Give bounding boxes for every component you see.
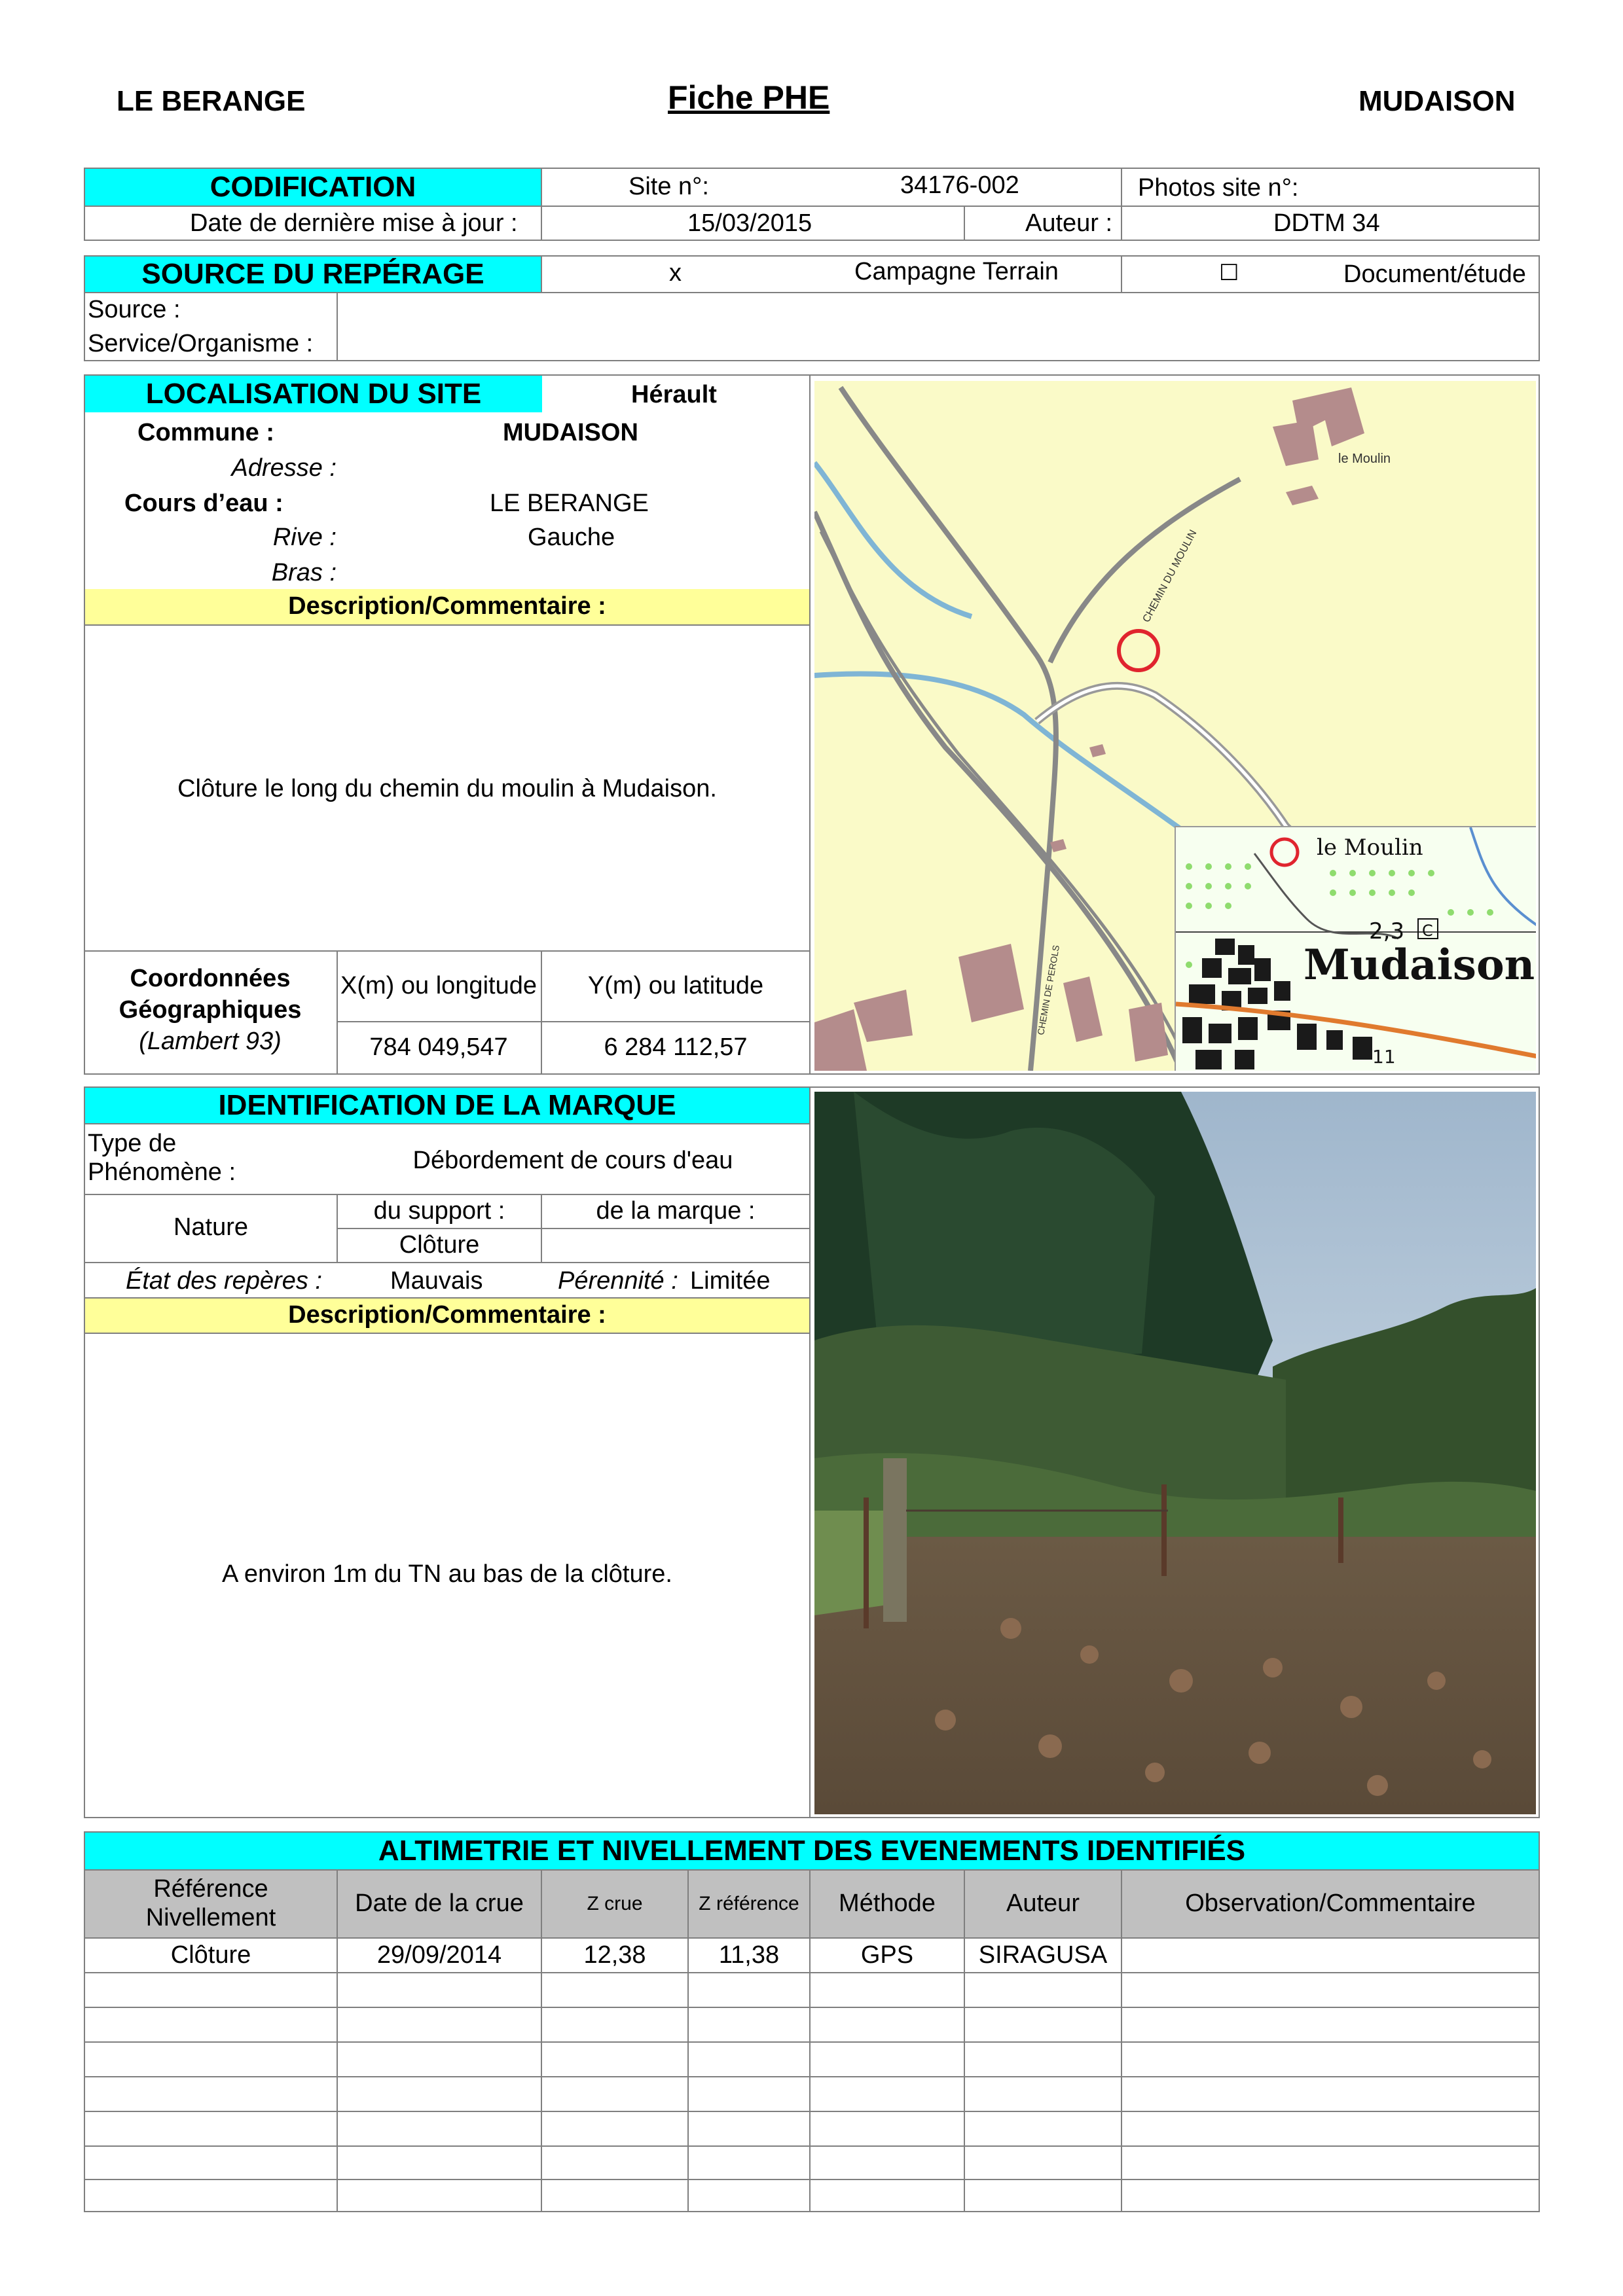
inset-label-town: Mudaison [1304, 941, 1535, 990]
support-value: Clôture [399, 1231, 480, 1259]
perennite-value: Limitée [690, 1267, 771, 1295]
page-title: Fiche PHE [668, 79, 830, 116]
source-heading: SOURCE DU REPÉRAGE [84, 255, 542, 293]
inset-label-c: C [1422, 922, 1433, 940]
adresse-label: Adresse : [231, 454, 337, 482]
table-cell-observation [1122, 1939, 1539, 1972]
map-label-moulin: le Moulin [1338, 452, 1391, 466]
identification-heading: IDENTIFICATION DE LA MARQUE [85, 1088, 809, 1124]
col-header-auteur: Auteur [1006, 1890, 1080, 1918]
type-label: Type de Phénomène : [88, 1130, 236, 1186]
cours-label: Cours d’eau : [124, 490, 283, 517]
col-header-date: Date de la crue [355, 1890, 524, 1918]
campagne-checkbox[interactable]: x [669, 259, 682, 287]
nature-label: Nature [173, 1213, 249, 1242]
document-label: Document/étude [1343, 260, 1526, 288]
col-header-observation: Observation/Commentaire [1185, 1890, 1476, 1918]
date-value: 15/03/2015 [687, 209, 812, 237]
col-header-reference: Référence Nivellement [145, 1875, 276, 1931]
location-map [814, 381, 1536, 1071]
table-cell-auteur: SIRAGUSA [978, 1941, 1108, 1969]
header-left: LE BERANGE [117, 85, 306, 117]
type-value: Débordement de cours d'eau [412, 1147, 733, 1174]
coord-label-3: (Lambert 93) [139, 1028, 282, 1055]
cours-value: LE BERANGE [490, 490, 649, 517]
identification-desc-heading: Description/Commentaire : [85, 1297, 809, 1334]
table-cell-zref: 11,38 [718, 1941, 780, 1969]
table-cell-methode: GPS [860, 1941, 914, 1969]
table-cell-reference: Clôture [170, 1941, 251, 1969]
header-right: MUDAISON [1359, 85, 1516, 117]
service-label: Service/Organisme : [88, 330, 314, 357]
date-label: Date de dernière mise à jour : [190, 209, 518, 237]
departement: Hérault [631, 381, 717, 408]
rive-label: Rive : [272, 524, 337, 551]
coord-label-1: Coordonnées [130, 965, 291, 992]
commune-value: MUDAISON [503, 419, 638, 446]
site-label: Site n°: [629, 173, 709, 200]
support-label: du support : [373, 1197, 505, 1225]
auteur-value: DDTM 34 [1273, 209, 1380, 237]
campagne-label: Campagne Terrain [854, 258, 1059, 285]
x-header: X(m) ou longitude [340, 972, 537, 1000]
col-header-zcrue: Z crue [587, 1892, 643, 1914]
col-header-methode: Méthode [839, 1890, 936, 1918]
source-label: Source : [88, 296, 181, 323]
localisation-desc-heading: Description/Commentaire : [85, 589, 809, 626]
codification-heading: CODIFICATION [84, 168, 542, 207]
marque-label: de la marque : [596, 1197, 756, 1225]
commune-label: Commune : [137, 419, 274, 446]
localisation-description: Clôture le long du chemin du moulin à Mudaison. [177, 775, 717, 802]
site-photo [814, 1092, 1536, 1814]
map-road-label-2: CHEMIN DE PEROLS [1035, 944, 1062, 1036]
photos-label: Photos site n°: [1138, 174, 1299, 202]
table-cell-zcrue: 12,38 [583, 1941, 646, 1969]
bras-label: Bras : [271, 559, 337, 586]
site-marker-icon [1119, 631, 1158, 670]
coord-label-2: Géographiques [119, 996, 302, 1024]
y-value: 6 284 112,57 [604, 1033, 748, 1062]
perennite-label: Pérennité : [558, 1267, 678, 1295]
inset-graphic [1176, 827, 1536, 1071]
x-value: 784 049,547 [369, 1033, 508, 1062]
map-inset [1175, 826, 1536, 1071]
table-cell-date: 29/09/2014 [376, 1941, 502, 1969]
inset-label-alt: 2,3 [1369, 918, 1405, 944]
inset-label-moulin: le Moulin [1317, 834, 1423, 861]
auteur-label: Auteur : [1025, 209, 1113, 237]
col-header-zref: Z référence [699, 1892, 799, 1914]
identification-description: A environ 1m du TN au bas de la clôture. [222, 1560, 672, 1588]
altimetrie-heading: ALTIMETRIE ET NIVELLEMENT DES EVENEMENTS IDENTIFIÉS [84, 1831, 1540, 1871]
etat-value: Mauvais [390, 1267, 483, 1295]
site-value: 34176-002 [900, 171, 1019, 199]
inset-label-num: 11 [1372, 1046, 1396, 1067]
rive-value: Gauche [528, 524, 615, 551]
etat-label: État des repères : [126, 1267, 322, 1295]
y-header: Y(m) ou latitude [587, 972, 764, 1000]
localisation-heading: LOCALISATION DU SITE [85, 376, 542, 412]
document-checkbox[interactable]: ☐ [1219, 260, 1239, 285]
map-road-label-1: CHEMIN DU MOULIN [1140, 528, 1199, 624]
photo-graphic [814, 1092, 1536, 1814]
